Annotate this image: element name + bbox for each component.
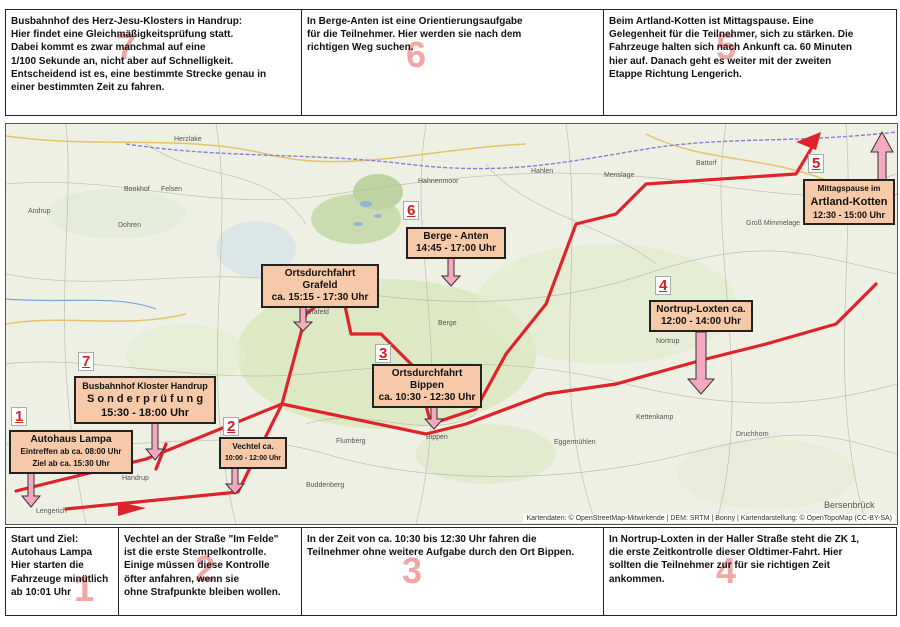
station-line: ca. 15:15 - 17:30 Uhr [271,292,369,303]
stage-watermark: 3 [402,550,423,591]
info-text: In Nortrup-Loxten in der Haller Straße steht die ZK 1, die erste Zeitkontrolle dieser Oldtimer-Fahrt. Hier sollten die Teilnehmer zur für sie richtigen Zeit ankommen. [609,534,860,585]
stage-watermark: 7 [116,26,137,67]
place-name: Eggermühlen [554,439,596,446]
route-map [5,123,898,525]
station-line: 15:30 - 18:00 Uhr [100,407,190,419]
station-line: Bippen [410,380,444,391]
station-line: Eintreffen ab ca. 08:00 Uhr [20,447,122,456]
station-line: Mittagspause im [817,184,881,193]
info-text: Beim Artland-Kotten ist Mittagspause. Eine Gelegenheit für die Teilnehmer, sich zu stärken. Die Fahrzeuge halten sich nach Ankunft ca. 60 Minuten hier auf. Danach geht es weiter mit der zweiten Etappe Richtung Lengerich. [609,16,854,80]
station-line: 12:00 - 14:00 Uhr [660,316,742,327]
info-box-stage-6 [301,9,605,116]
place-name: Dohren [118,222,141,229]
map-attribution: Kartendaten: © OpenStreetMap-Mitwirkende | DEM: SRTM | Bonny | Kartendarstellung: © OpenTopoMap (CC-BY-SA) [523,514,895,523]
place-name: Buddenberg [306,482,345,489]
place-name: Kettenkamp [636,414,674,421]
place-name: Hahlen [531,168,554,175]
station-line: Nortrup-Loxten ca. [656,304,746,315]
place-name: Druchhorn [736,431,769,438]
station-line: Artland-Kotten [810,196,888,208]
place-name: Battorf [696,160,717,167]
station-label-vechtel [219,437,287,469]
station-number: 6 [403,201,419,220]
station-number: 2 [223,417,239,436]
place-name: Hahnenmoor [418,178,459,185]
place-name: Nortrup [656,338,680,345]
place-name: Bippen [426,434,448,441]
stage-watermark: 5 [716,26,737,67]
station-number: 5 [808,154,824,173]
stage-watermark: 1 [74,568,95,609]
info-box-stage-1 [5,527,120,616]
place-name: Handrup [122,475,149,482]
info-box-stage-2 [118,527,303,616]
info-box-stage-3 [301,527,605,616]
station-number: 3 [375,344,391,363]
stage-watermark: 4 [716,550,737,591]
info-box-stage-4 [603,527,897,616]
place-name: Herzlake [174,136,202,143]
station-label-berge-anten [406,227,506,259]
stage-watermark: 6 [406,34,427,75]
station-line: 10:00 - 12:00 Uhr [224,455,282,462]
station-number: 7 [78,352,94,371]
station-number: 4 [655,276,671,295]
place-name: Groß Mimmelage [746,220,801,227]
place-name: Flumberg [336,438,366,445]
station-line: Berge - Anten [423,231,489,242]
station-line: Vechtel ca. [232,442,274,451]
place-name: Menslage [604,172,635,179]
info-box-stage-5 [603,9,897,116]
station-label-autohaus-lampa [9,430,133,474]
station-line: 14:45 - 17:00 Uhr [415,243,497,254]
place-name: Bersenbrück [824,500,875,510]
station-label-nortrup-loxten [649,300,753,332]
info-box-stage-7 [5,9,303,116]
station-number: 1 [11,407,27,426]
place-name: Felsen [161,186,183,193]
info-text: In Berge-Anten ist eine Orientierungsaufgabe für die Teilnehmer. Hier werden sie nach dem richtigen Weg suchen. [307,16,523,54]
station-label-bippen [372,364,482,408]
station-line: Ziel ab ca. 15:30 Uhr [32,459,110,468]
station-label-handrup [74,376,216,424]
info-text: Vechtel an der Straße "Im Felde" ist die erste Stempelkontrolle. Einige müssen diese Kontrolle öfter anfahren, wenn sie ohne Strafpunkte bleiben wollen. [124,534,281,598]
place-name: Berge [438,320,457,327]
info-text: Start und Ziel: Autohaus Lampa Hier starten die Fahrzeuge minütlich ab 10:01 Uhr [11,534,109,598]
station-line: 12:30 - 15:00 Uhr [812,210,886,220]
station-label-grafeld [261,264,379,308]
station-line: ca. 10:30 - 12:30 Uhr [378,392,476,403]
station-line: Autohaus Lampa [30,434,112,445]
info-text: In der Zeit von ca. 10:30 bis 12:30 Uhr fahren die Teilnehmer ohne weitere Aufgabe durch den Ort Bippen. [307,534,575,559]
station-label-artland-kotten [803,179,895,225]
place-name: Andrup [28,208,51,215]
place-name: Lengerich [36,508,67,515]
stage-watermark: 2 [195,548,216,589]
place-name: Grafeld [306,309,329,316]
station-line: Busbahnhof Kloster Handrup [82,381,208,391]
place-name: Bookhof [124,186,150,193]
station-line: S o n d e r p r ü f u n g [86,393,204,405]
station-line: Ortsdurchfahrt Grafeld [284,268,356,291]
station-line: Ortsdurchfahrt [391,368,463,379]
info-text: Busbahnhof des Herz-Jesu-Klosters in Handrup: Hier findet eine Gleichmäßigkeitsprüfung statt. Dabei kommt es zwar manchmal auf eine 1/100 Sekunde an, nicht aber auf Schnelligkeit. Entscheidend ist es, eine bestimmte Strecke genau in einer bestimmten Zeit zu fahren. [11,16,267,94]
